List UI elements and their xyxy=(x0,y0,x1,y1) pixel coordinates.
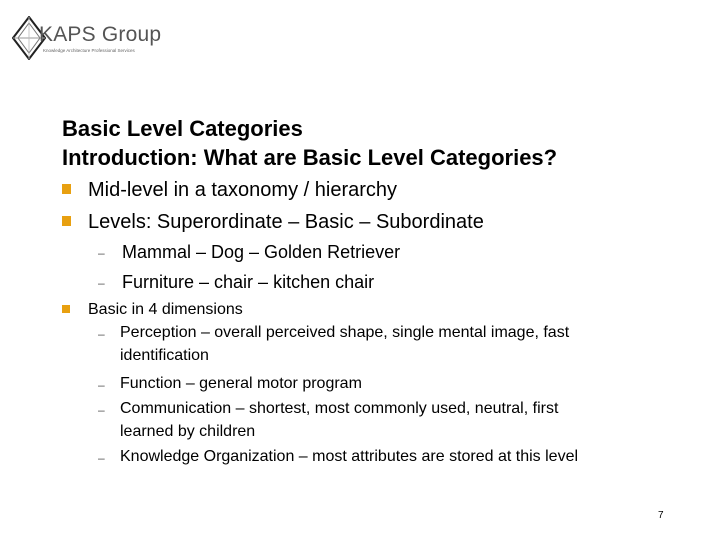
dash-marker: – xyxy=(98,246,105,260)
dash-marker: – xyxy=(98,451,105,465)
bullet-item: Levels: Superordinate – Basic – Subordinate xyxy=(88,211,484,233)
dimension-line: Perception – overall perceived shape, single mental image, fast xyxy=(120,324,570,341)
dash-marker: – xyxy=(98,403,105,417)
dimension-line: learned by children xyxy=(120,423,256,440)
bullet-item: Mid-level in a taxonomy / hierarchy xyxy=(88,179,398,201)
dash-marker: – xyxy=(98,276,105,290)
dimension-item xyxy=(120,445,578,468)
dash-marker: – xyxy=(98,378,105,392)
slide-title-line-1: Basic Level Categories xyxy=(62,116,303,141)
dimension-item xyxy=(120,397,558,443)
slide-title-line-2: Introduction: What are Basic Level Categories? xyxy=(62,145,558,170)
bullet-marker xyxy=(62,216,71,226)
slide-title xyxy=(62,114,557,172)
dimension-item xyxy=(120,372,362,395)
page-number: 7 xyxy=(658,510,664,521)
dimension-item xyxy=(120,321,569,367)
dimension-line: Communication – shortest, most commonly used, neutral, first xyxy=(120,400,559,417)
bullet-marker xyxy=(62,184,71,194)
bullet-item: Basic in 4 dimensions xyxy=(88,301,243,318)
sub-bullet-item: Mammal – Dog – Golden Retriever xyxy=(122,242,401,262)
dimension-line: Knowledge Organization – most attributes are stored at this level xyxy=(120,448,579,465)
logo-name: KAPS Group xyxy=(39,23,162,46)
dash-marker: – xyxy=(98,327,105,341)
dimension-line: identification xyxy=(120,347,209,364)
kaps-group-logo xyxy=(12,14,162,62)
sub-bullet-item: Furniture – chair – kitchen chair xyxy=(122,272,375,292)
bullet-marker xyxy=(62,305,70,313)
logo-tagline: Knowledge Architecture Professional Services xyxy=(43,48,135,53)
dimension-line: Function – general motor program xyxy=(120,375,362,392)
